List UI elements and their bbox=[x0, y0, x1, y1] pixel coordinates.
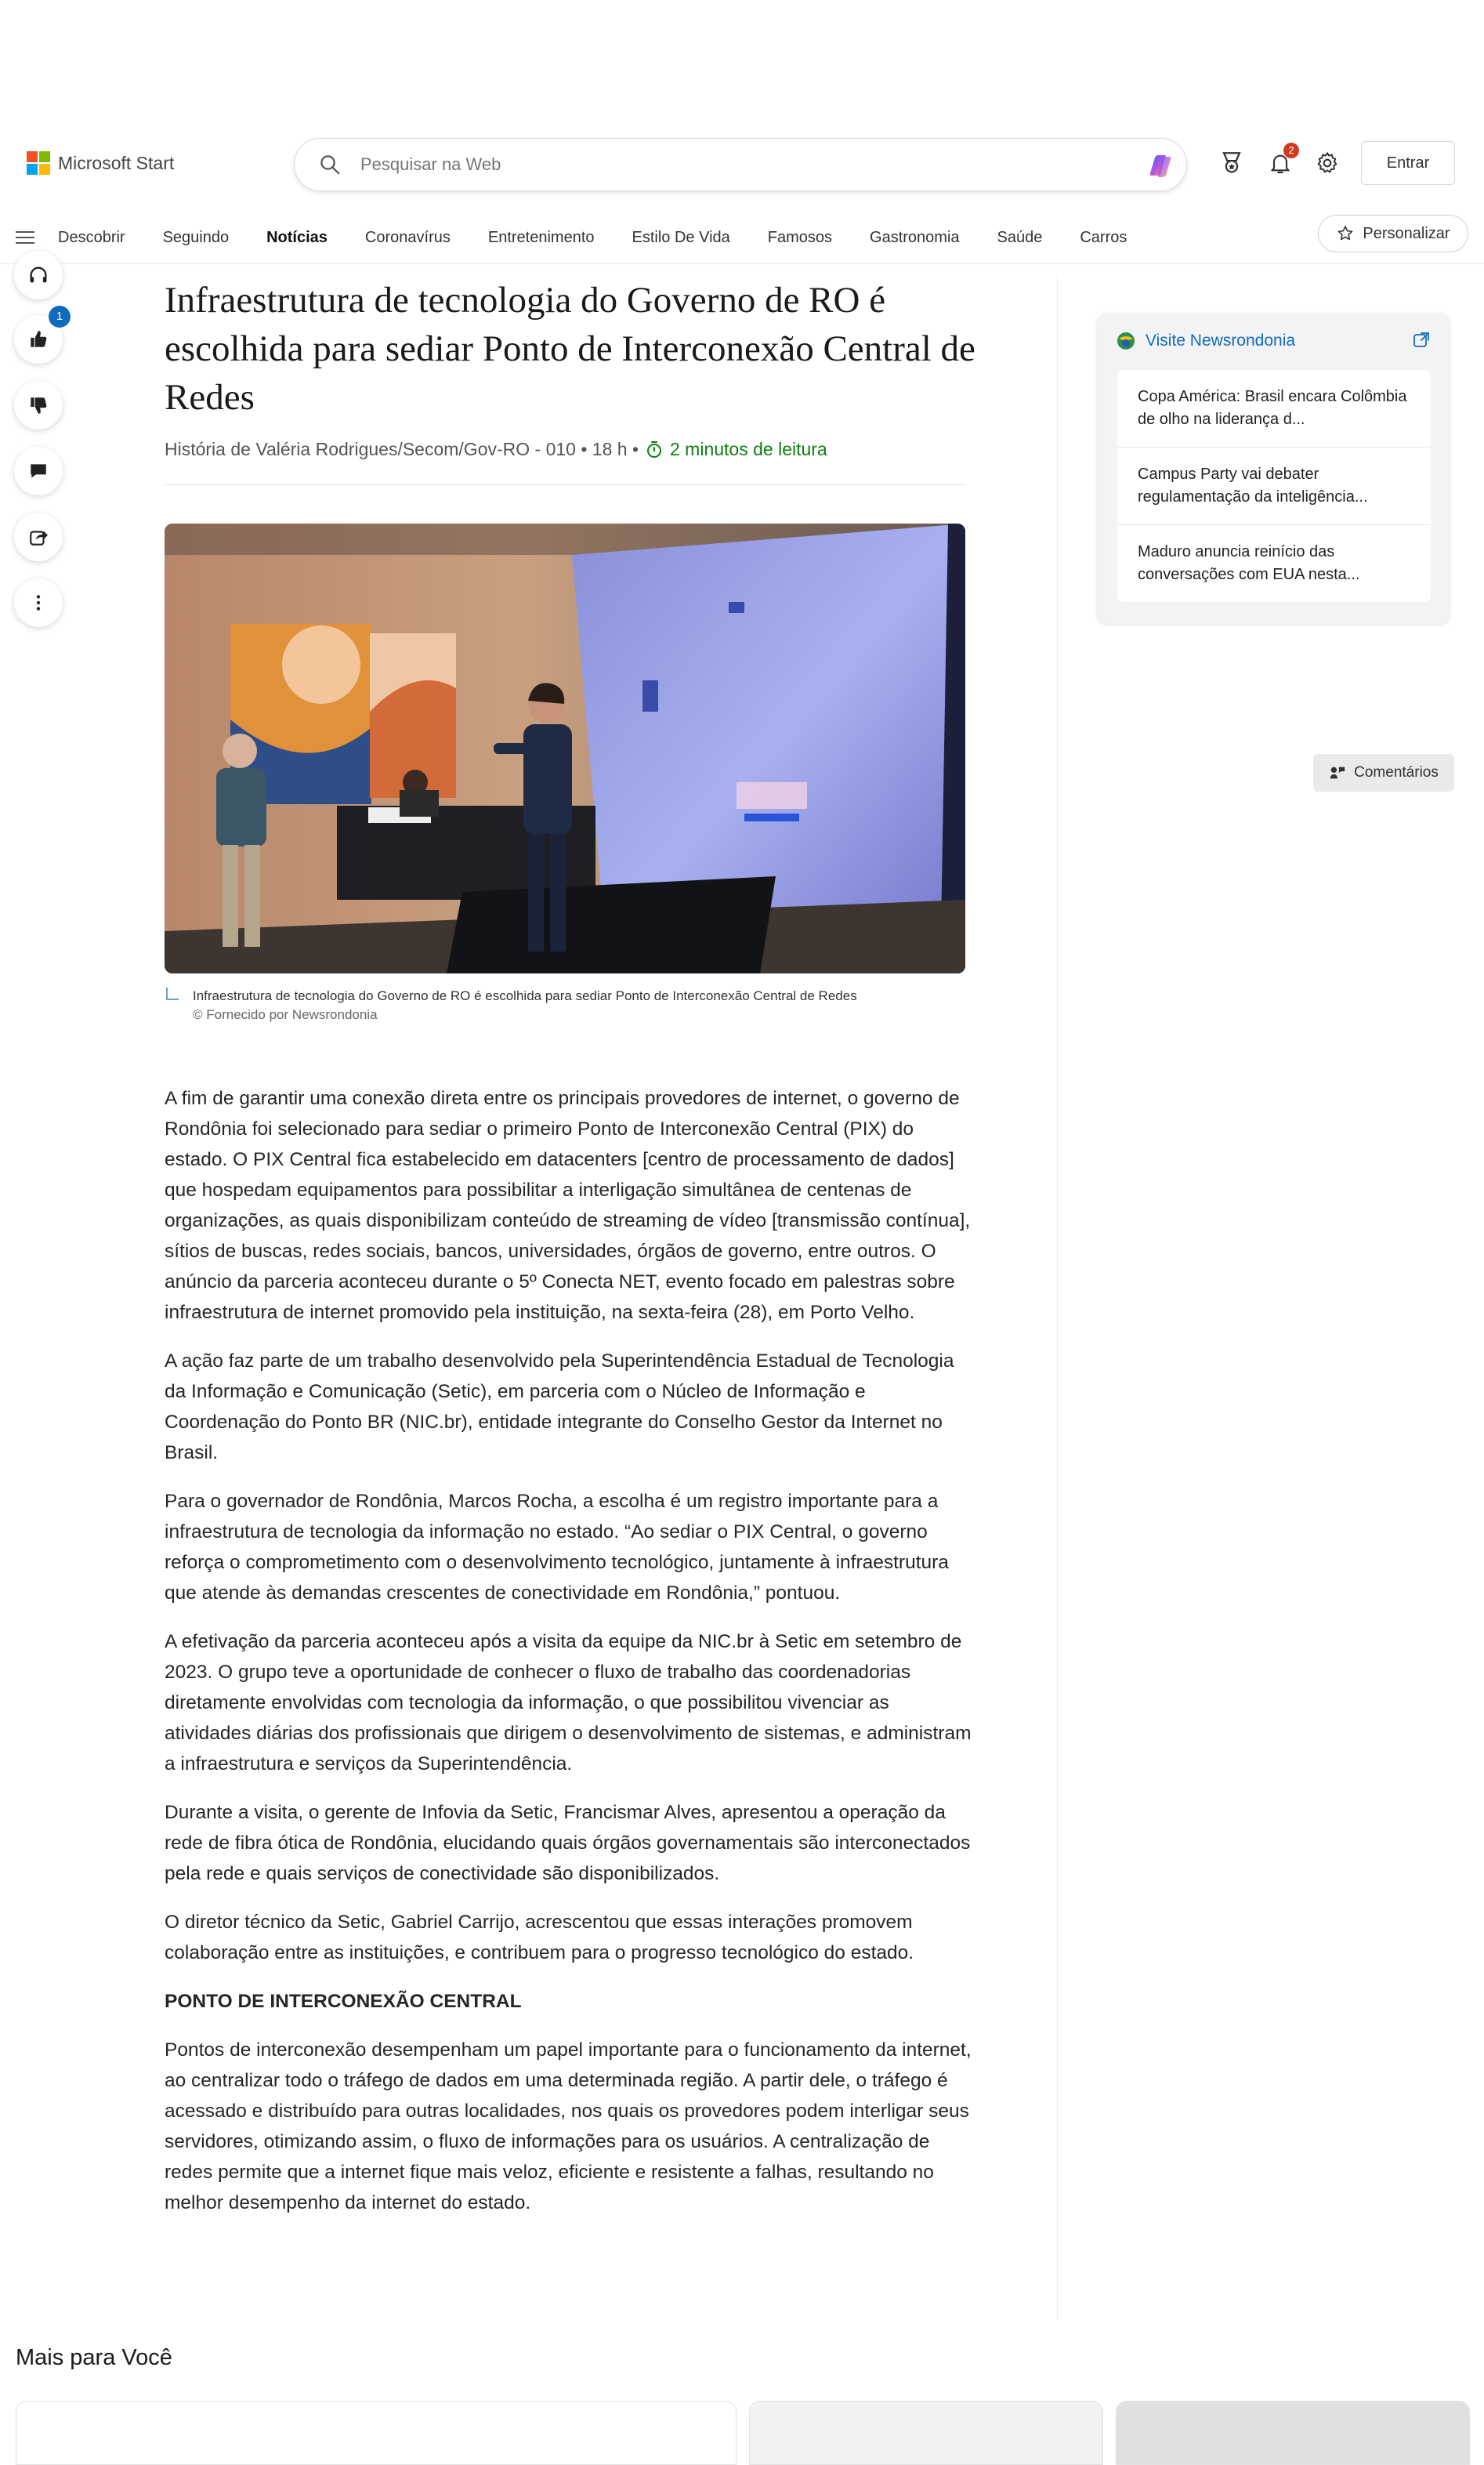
microsoft-logo-icon bbox=[27, 151, 50, 175]
share-button[interactable] bbox=[14, 513, 63, 561]
more-for-you-heading: Mais para Você bbox=[16, 2345, 172, 2370]
paragraph: Durante a visita, o gerente de Infovia da Setic, Francismar Alves, apresentou a operação da rede de fibra ótica de Rondônia, elucidando quais órgãos governamentais são interconectados pela rede e quais serviços de conectividade são disponibilizados. bbox=[165, 1802, 971, 1884]
read-time-label: 2 minutos de leitura bbox=[670, 439, 827, 459]
paragraph: Pontos de interconexão desempenham um papel importante para o funcionamento da internet, ao centralizar todo o tráfego de dados em uma determinada região. A partir dele, o tráfego é acessado e distribuído para outras localidades, nos quais os provedores podem interligar seus servidores, otimizando assim, o fluxo de informações para os usuários. A centralização de redes permite que a internet fique mais veloz, eficiente e resistente a falhas, resultando no melhor desempenho da internet do estado. bbox=[165, 2039, 972, 2213]
article-photo[interactable] bbox=[165, 524, 965, 973]
hamburger-menu-icon[interactable] bbox=[14, 227, 36, 248]
signin-button[interactable]: Entrar bbox=[1361, 141, 1455, 185]
more-options-button[interactable] bbox=[14, 578, 63, 627]
category-nav bbox=[0, 212, 1484, 264]
image-credit: © Fornecido por Newsrondonia bbox=[193, 1007, 378, 1022]
publisher-card bbox=[1097, 314, 1450, 624]
comment-icon bbox=[28, 461, 49, 481]
nav-descobrir[interactable]: Descobrir bbox=[58, 228, 125, 246]
more-icon bbox=[28, 593, 49, 613]
headline-link[interactable]: Maduro anuncia reinício das conversações com EUA nesta... bbox=[1138, 543, 1360, 583]
dislike-button[interactable] bbox=[14, 381, 63, 430]
share-icon bbox=[28, 527, 49, 547]
article-body bbox=[165, 1083, 972, 2236]
thumbs-down-icon bbox=[28, 395, 49, 415]
paragraph: A ação faz parte de um trabalho desenvolvido pela Superintendência Estadual de Tecnologia da Informação e Comunicação (Setic), em parceria com o Núcleo de Informação e Coordenação do Ponto BR (NIC.br), entidade integrante do Conselho Gestor da Internet no Brasil. bbox=[165, 1350, 954, 1463]
image-caption: Infraestrutura de tecnologia do Governo de RO é escolhida para sediar Ponto de Interconexão Central de Redes bbox=[193, 988, 857, 1003]
nav-noticias[interactable]: Notícias bbox=[266, 228, 328, 246]
headphones-icon bbox=[27, 264, 49, 286]
comment-button[interactable] bbox=[14, 447, 63, 495]
personalize-label: Personalizar bbox=[1363, 224, 1450, 242]
caption-marker bbox=[166, 988, 179, 1000]
paragraph: A fim de garantir uma conexão direta entre os principais provedores de internet, o governo de Rondônia foi selecionado para sediar o primeiro Ponto de Interconexão Central (PIX) do estado. O PIX Central fica estabelecido em datacenters [centro de processamento de dados] que hospedam equipamentos para possibilitar a interligação simultânea de centenas de organizações, as quais disponibilizam conteúdo de streaming de vídeo [transmissão contínua], sítios de buscas, redes sociais, bancos, universidades, órgãos de governo, entre outros. O anúncio da parceria aconteceu durante o 5º Conecta NET, evento focado em palestras sobre infraestrutura de internet promovido pela instituição, na sexta-feira (28), em Porto Velho. bbox=[165, 1088, 971, 1323]
newsrondonia-logo-icon bbox=[1116, 331, 1136, 351]
nav-coronavirus[interactable]: Coronavírus bbox=[364, 228, 451, 246]
settings-button[interactable] bbox=[1312, 147, 1343, 179]
copilot-icon[interactable] bbox=[1142, 150, 1175, 183]
headline-link[interactable]: Copa América: Brasil encara Colômbia de olho na liderança d... bbox=[1117, 370, 1431, 448]
column-divider bbox=[1057, 274, 1058, 2320]
gear-icon bbox=[1315, 150, 1340, 176]
comments-icon bbox=[1329, 764, 1346, 781]
notification-badge: 2 bbox=[1283, 143, 1299, 158]
comments-button[interactable] bbox=[1313, 754, 1454, 792]
search-icon bbox=[318, 153, 342, 176]
nav-estilo-de-vida[interactable]: Estilo De Vida bbox=[632, 228, 730, 246]
read-time bbox=[645, 439, 827, 460]
personalize-button[interactable] bbox=[1318, 215, 1468, 252]
logo-text: Microsoft Start bbox=[58, 152, 175, 173]
publisher-link[interactable] bbox=[1116, 331, 1295, 351]
paragraph: O diretor técnico da Setic, Gabriel Carrijo, acrescentou que essas interações promovem colaboração entre as instituições, e contribuem para o progresso tecnológico do estado. bbox=[165, 1912, 914, 1963]
nav-carros[interactable]: Carros bbox=[1080, 228, 1127, 246]
microsoft-start-logo[interactable] bbox=[27, 151, 174, 175]
thumbs-up-icon bbox=[28, 329, 49, 350]
nav-seguindo[interactable]: Seguindo bbox=[162, 228, 230, 246]
like-count-badge: 1 bbox=[49, 306, 71, 328]
nav-famosos[interactable]: Famosos bbox=[767, 228, 833, 246]
nav-saude[interactable]: Saúde bbox=[997, 228, 1043, 246]
byline-text: História de Valéria Rodrigues/Secom/Gov-RO - 010 • 18 h • bbox=[165, 439, 639, 459]
paragraph: A efetivação da parceria aconteceu após a visita da equipe da NIC.br à Setic em setembro de 2023. O grupo teve a oportunidade de conhecer o fluxo de trabalho das coordenadorias diretamente envolvidas com tecnologia da informação, o que possibilitou vivenciar as atividades diárias dos profissionais que dirigem o desenvolvimento de sistemas, e administram a infraestrutura e serviços da Superintendência. bbox=[165, 1631, 972, 1774]
star-icon bbox=[1336, 224, 1355, 243]
publisher-headlines bbox=[1117, 370, 1431, 602]
publisher-label: Visite Newsrondonia bbox=[1146, 332, 1296, 350]
search-input[interactable] bbox=[359, 154, 1067, 176]
rewards-icon[interactable] bbox=[1216, 147, 1247, 179]
feed-card[interactable] bbox=[16, 2401, 737, 2465]
feed-card[interactable] bbox=[1116, 2401, 1470, 2465]
headline-link[interactable]: Campus Party vai debater regulamentação da inteligência... bbox=[1117, 448, 1431, 525]
title-divider bbox=[165, 484, 965, 485]
feed-card[interactable] bbox=[749, 2401, 1103, 2465]
search-bar[interactable] bbox=[294, 138, 1187, 191]
nav-gastronomia[interactable]: Gastronomia bbox=[870, 228, 960, 246]
nav-entretenimento[interactable]: Entretenimento bbox=[487, 228, 595, 246]
paragraph: Para o governador de Rondônia, Marcos Rocha, a escolha é um registro importante para a infraestrutura de tecnologia da informação no estado. “Ao sediar o PIX Central, o governo reforça o comprometimento com o desenvolvimento tecnológico, juntamente à infraestrutura que atende às demandas crescentes de conectividade em Rondônia,” pontuou. bbox=[165, 1491, 949, 1604]
section-heading: PONTO DE INTERCONEXÃO CENTRAL bbox=[165, 1991, 522, 2012]
timer-icon bbox=[645, 440, 664, 459]
listen-button[interactable] bbox=[14, 251, 63, 299]
byline bbox=[165, 439, 827, 460]
comments-label: Comentários bbox=[1354, 764, 1439, 781]
event-photo-illustration bbox=[165, 524, 965, 973]
notifications-button[interactable] bbox=[1265, 144, 1296, 179]
external-link-icon[interactable] bbox=[1412, 331, 1431, 350]
article-title: Infraestrutura de tecnologia do Governo de RO é escolhida para sediar Ponto de Interconexão Central de Redes bbox=[165, 280, 975, 418]
like-button[interactable] bbox=[14, 310, 63, 364]
